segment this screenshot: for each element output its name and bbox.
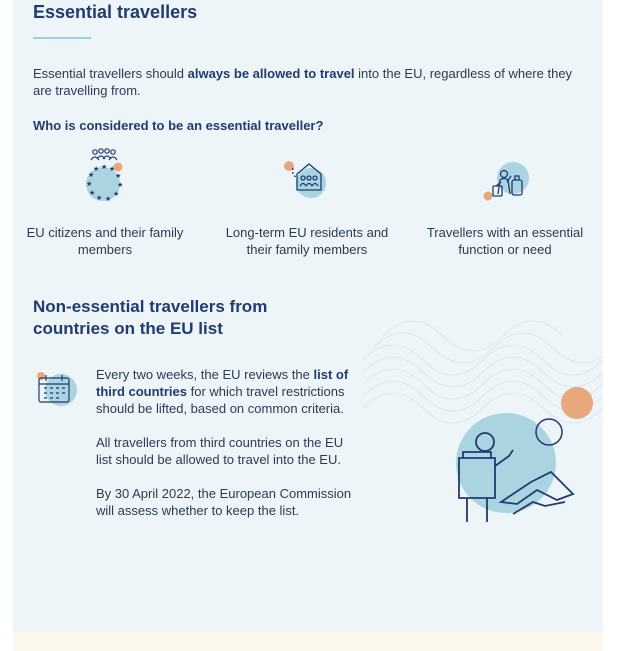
calendar-icon bbox=[35, 368, 79, 408]
essential-intro-text bbox=[33, 65, 573, 99]
sun-circle bbox=[561, 387, 593, 419]
intro-text-end: into the EU, regardless of where they are travelling from. bbox=[33, 66, 573, 98]
svg-text:★: ★ bbox=[96, 194, 103, 202]
non-essential-paragraph-1 bbox=[96, 366, 356, 417]
section-title-essential: Essential travellers bbox=[33, 2, 198, 22]
category-label: EU citizens and their family members bbox=[26, 225, 184, 257]
svg-text:★: ★ bbox=[89, 189, 96, 197]
essential-travellers-panel bbox=[13, 0, 603, 632]
worker-luggage-icon bbox=[475, 148, 535, 206]
footer-strip bbox=[13, 632, 603, 651]
non-essential-body bbox=[96, 366, 356, 536]
p1-text-emphasis: list of third countries bbox=[96, 367, 349, 399]
category-label: Travellers with an essential function or need bbox=[426, 225, 584, 257]
non-essential-paragraph-2: All travellers from third countries on the EU list should be allowed to travel into the EU. bbox=[96, 435, 344, 467]
svg-text:★: ★ bbox=[117, 181, 124, 189]
svg-text:★: ★ bbox=[101, 163, 108, 171]
svg-text:★: ★ bbox=[88, 171, 95, 179]
hiker-illustration bbox=[363, 300, 603, 535]
svg-text:★: ★ bbox=[93, 165, 100, 173]
non-essential-paragraph-3: By 30 April 2022, the European Commission will assess whether to keep the list. bbox=[96, 486, 352, 518]
category-eu-citizens bbox=[15, 148, 195, 258]
p1-text-start: Every two weeks, the EU reviews the bbox=[96, 367, 314, 382]
svg-text:★: ★ bbox=[105, 195, 112, 203]
category-label: Long-term EU residents and their family members bbox=[225, 225, 389, 257]
intro-text-start: Essential travellers should bbox=[33, 66, 188, 81]
category-long-term-residents bbox=[217, 148, 397, 258]
essential-question: Who is considered to be an essential traveller? bbox=[33, 118, 324, 133]
intro-text-emphasis: always be allowed to travel bbox=[187, 66, 355, 81]
svg-text:★: ★ bbox=[113, 190, 120, 198]
svg-text:★: ★ bbox=[109, 165, 116, 173]
title-accent-divider bbox=[33, 37, 91, 39]
section-title-non-essential: Non-essential travellers from countries on the EU list bbox=[33, 297, 268, 338]
family-home-icon bbox=[277, 148, 337, 206]
category-essential-function bbox=[415, 148, 595, 258]
eu-people-icon bbox=[75, 148, 135, 206]
p1-text-end: for which travel restrictions should be lifted, based on common criteria. bbox=[96, 384, 345, 416]
svg-text:★: ★ bbox=[86, 180, 93, 188]
svg-text:★: ★ bbox=[115, 172, 122, 180]
